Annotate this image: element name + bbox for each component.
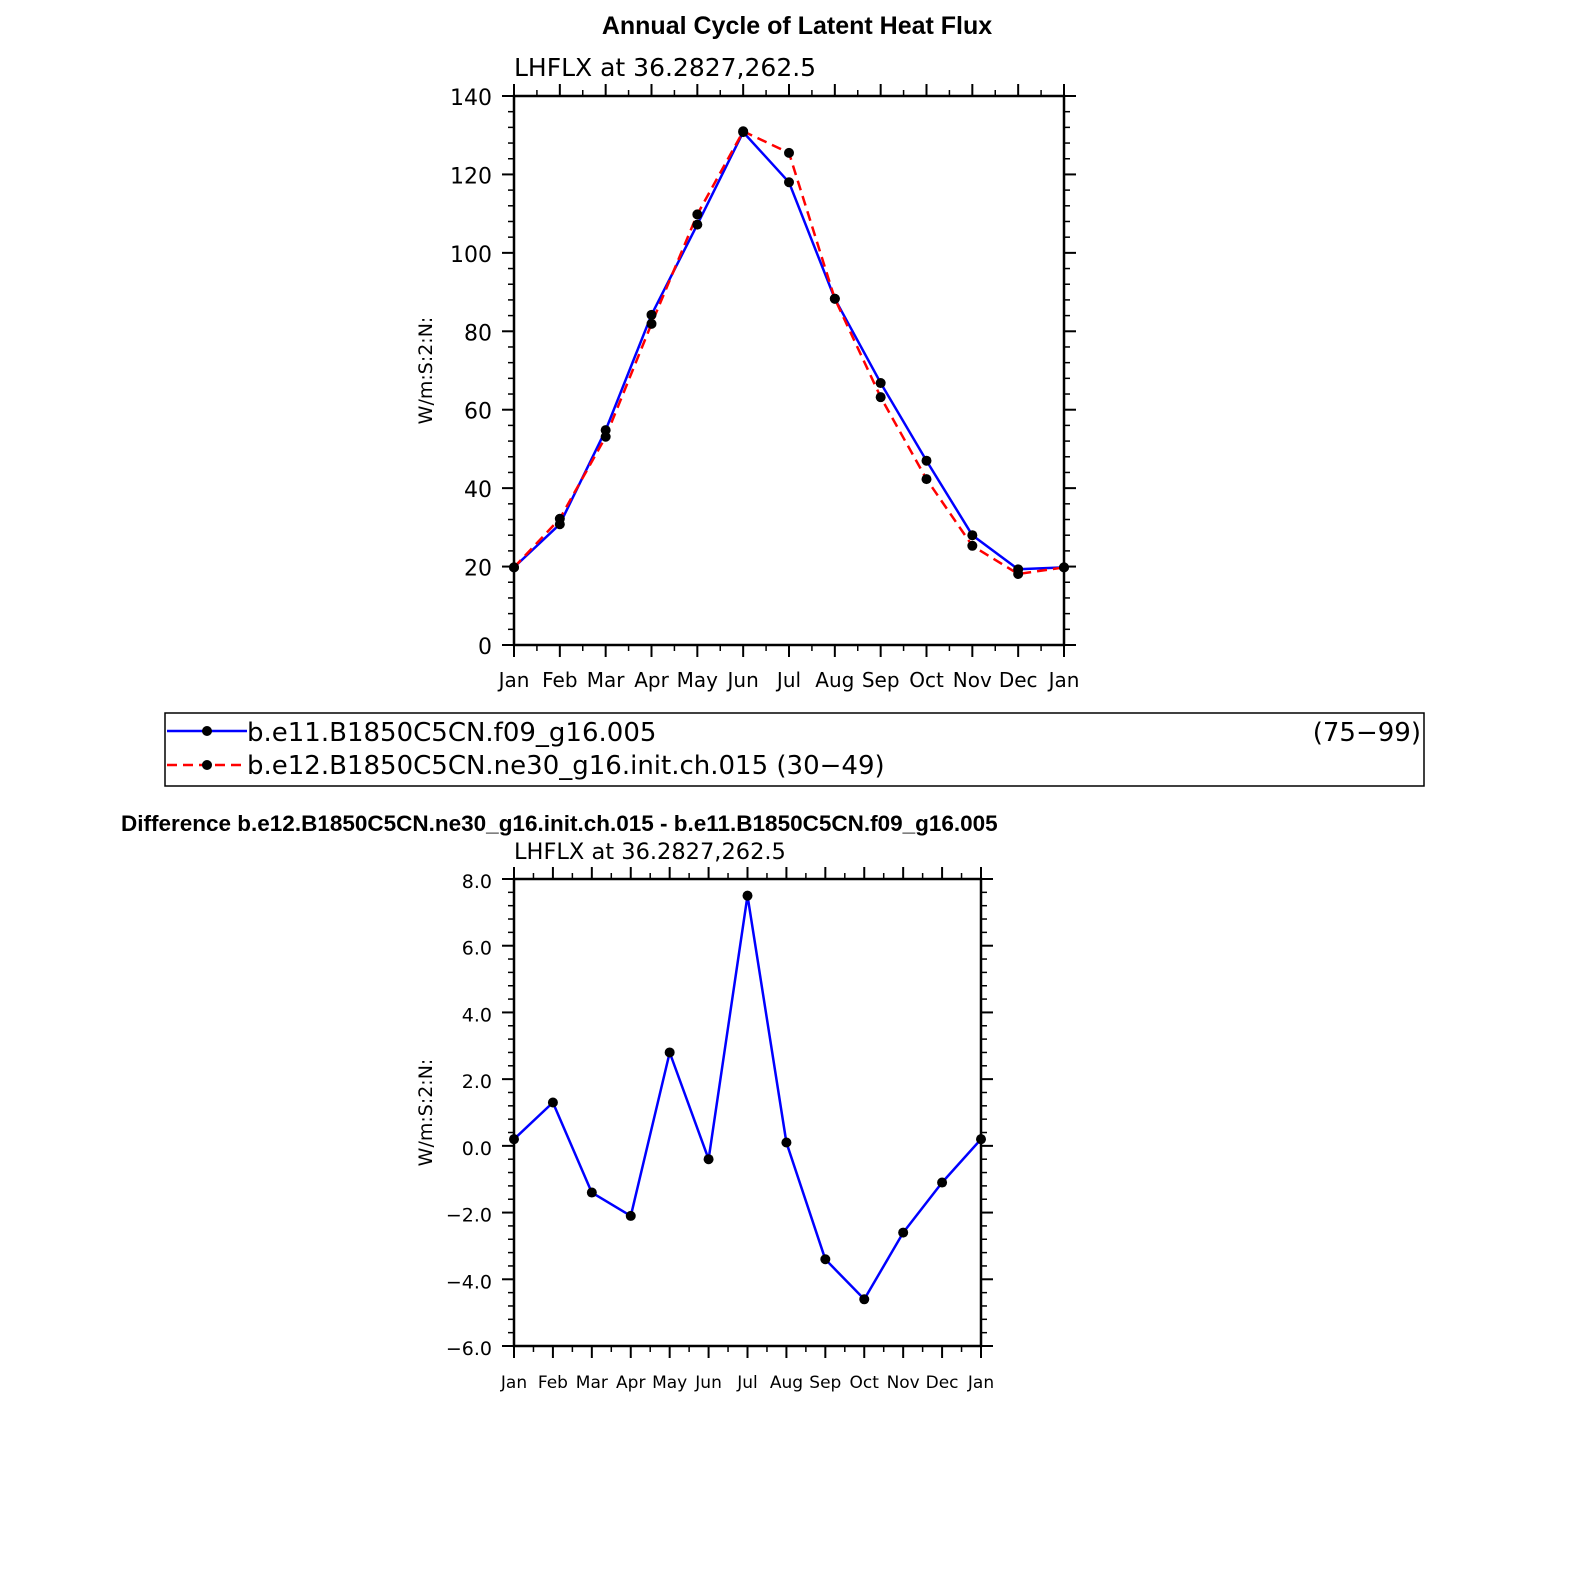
y-tick-label: 0	[478, 635, 492, 660]
difference-title: Difference b.e12.B1850C5CN.ne30_g16.init.ch.015 - b.e11.B1850C5CN.f09_g16.005	[121, 811, 998, 836]
legend-marker-blue	[202, 726, 212, 736]
x-tick-label: Apr	[634, 668, 669, 692]
data-point	[922, 456, 932, 466]
data-point	[509, 562, 519, 572]
data-point	[704, 1154, 714, 1164]
data-point	[601, 432, 611, 442]
data-point	[820, 1254, 830, 1264]
y-axis-label: W/m:S:2:N:	[415, 316, 437, 425]
data-point	[784, 148, 794, 158]
y-tick-label: 4.0	[461, 1004, 492, 1027]
y-tick-label: 140	[450, 86, 492, 111]
y-tick-label: −4.0	[445, 1271, 492, 1294]
x-tick-label: Oct	[849, 1373, 879, 1393]
x-tick-label: Jan	[500, 1373, 528, 1393]
y-tick-label: 80	[464, 321, 492, 347]
x-tick-label: Nov	[952, 668, 992, 692]
data-point	[1059, 562, 1069, 572]
x-tick-label: Aug	[769, 1373, 804, 1393]
difference-chart	[415, 839, 994, 1393]
y-tick-label: 8.0	[461, 871, 492, 893]
y-tick-label: 60	[464, 399, 492, 425]
y-tick-label: 0.0	[461, 1137, 492, 1160]
data-point	[692, 220, 702, 230]
data-point	[784, 177, 794, 187]
data-point	[626, 1211, 636, 1221]
x-tick-label: Nov	[886, 1373, 920, 1393]
legend-label-2: b.e12.B1850C5CN.ne30_g16.init.ch.015 (30−49)	[247, 751, 885, 781]
x-tick-label: Sep	[861, 668, 900, 692]
legend-label-1-years: (75−99)	[1312, 718, 1421, 748]
legend	[165, 713, 1424, 786]
data-point	[781, 1138, 791, 1148]
x-tick-label: Feb	[537, 1373, 568, 1393]
x-tick-label: Apr	[616, 1373, 646, 1393]
y-tick-label: 20	[464, 556, 492, 582]
x-tick-label: Jul	[737, 1373, 758, 1393]
data-point	[692, 209, 702, 219]
data-point	[830, 294, 840, 304]
data-point	[548, 1097, 558, 1107]
x-tick-label: Mar	[575, 1373, 608, 1393]
data-point	[647, 310, 657, 320]
x-tick-label: Jun	[727, 668, 759, 692]
main-title: Annual Cycle of Latent Heat Flux	[601, 12, 993, 40]
data-point	[859, 1294, 869, 1304]
data-point	[743, 891, 753, 901]
x-tick-label: Jan	[1048, 668, 1080, 692]
plot-subtitle: LHFLX at 36.2827,262.5	[514, 839, 786, 865]
y-axis-label: W/m:S:2:N:	[415, 1058, 437, 1167]
data-point	[738, 126, 748, 136]
y-tick-label: −6.0	[445, 1338, 492, 1360]
data-point	[665, 1047, 675, 1057]
data-point	[587, 1188, 597, 1198]
x-tick-label: May	[652, 1373, 688, 1393]
data-point	[898, 1228, 908, 1238]
data-point	[976, 1134, 986, 1144]
data-point	[876, 378, 886, 388]
y-tick-label: 100	[450, 242, 492, 268]
series-line-0	[514, 896, 981, 1300]
x-tick-label: Jan	[967, 1373, 995, 1393]
plot-frame	[514, 879, 981, 1346]
x-tick-label: Feb	[542, 668, 578, 692]
x-tick-label: Jul	[776, 668, 802, 692]
data-point	[967, 541, 977, 551]
data-point	[967, 530, 977, 540]
data-point	[555, 514, 565, 524]
y-tick-label: 40	[464, 478, 492, 504]
data-point	[647, 319, 657, 329]
x-tick-label: Oct	[909, 668, 944, 692]
legend-marker-red	[202, 760, 212, 770]
x-tick-label: Mar	[586, 668, 625, 692]
data-point	[922, 474, 932, 484]
data-point	[1013, 569, 1023, 579]
data-point	[937, 1178, 947, 1188]
x-tick-label: May	[676, 668, 719, 692]
series-line-1	[514, 131, 1064, 574]
y-tick-label: −2.0	[445, 1204, 492, 1227]
x-tick-label: Dec	[998, 668, 1038, 692]
x-tick-label: Aug	[815, 668, 855, 692]
y-tick-label: 120	[450, 164, 492, 190]
series-line-0	[514, 132, 1064, 569]
x-tick-label: Dec	[925, 1373, 959, 1393]
legend-label-1: b.e11.B1850C5CN.f09_g16.005	[247, 718, 657, 748]
x-tick-label: Sep	[809, 1373, 842, 1393]
data-point	[876, 392, 886, 402]
plot-subtitle: LHFLX at 36.2827,262.5	[514, 53, 817, 82]
y-tick-label: 2.0	[461, 1071, 492, 1094]
y-tick-label: 6.0	[461, 937, 492, 960]
annual-cycle-chart	[415, 53, 1079, 692]
x-tick-label: Jan	[498, 668, 530, 692]
data-point	[509, 1134, 519, 1144]
x-tick-label: Jun	[695, 1373, 722, 1393]
